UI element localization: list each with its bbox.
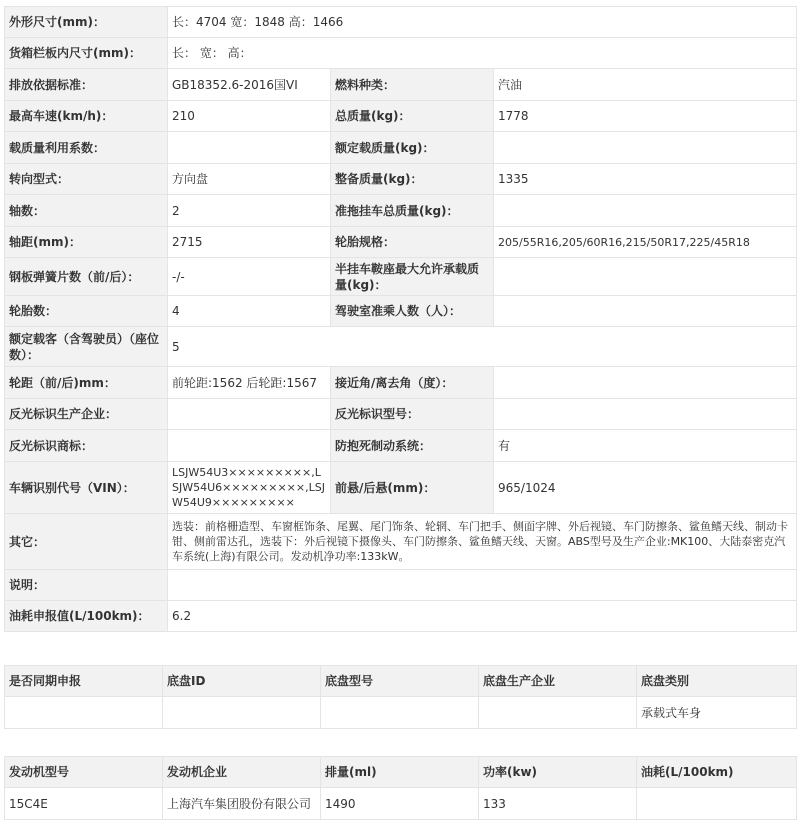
label-leaf-springs: 钢板弹簧片数（前/后）： — [5, 258, 168, 296]
label-curb-mass: 整备质量(kg)： — [331, 164, 494, 195]
chassis-data-row — [5, 697, 797, 729]
value-dimensions: 长：4704 宽：1848 高：1466 — [168, 7, 797, 38]
spec-row — [5, 258, 797, 296]
value-curb-mass: 1335 — [494, 164, 797, 195]
label-reflector-maker: 反光标识生产企业： — [5, 399, 168, 430]
value-rated-load — [494, 132, 797, 164]
spec-row — [5, 132, 797, 164]
spec-row-note — [5, 570, 797, 601]
cell-chassis-type: 承载式车身 — [637, 697, 797, 729]
value-other: 选装：前格栅造型、车窗框饰条、尾翼、尾门饰条、轮辋、车门把手、侧面字牌、外后视镜、车门防擦条、鲨鱼鳍天线、制动卡钳、侧前雷达孔，选装下：外后视镜下摄像头、车门防擦条、鲨鱼鳍天线、天窗。ABS型号及生产企业:MK100、大陆泰密克汽车系统(上海)有限公司。发动机净功率:133kW。 — [168, 514, 797, 570]
header-fuel-consumption: 油耗(L/100km) — [637, 757, 797, 788]
spec-row — [5, 367, 797, 399]
cell-engine-fuel-consumption — [637, 788, 797, 820]
value-abs: 有 — [494, 430, 797, 462]
value-leaf-springs: -/- — [168, 258, 331, 296]
header-simultaneous: 是否同期申报 — [5, 666, 163, 697]
header-chassis-type: 底盘类别 — [637, 666, 797, 697]
label-max-speed: 最高车速(km/h)： — [5, 101, 168, 132]
spec-row — [5, 227, 797, 258]
label-tire-count: 轮胎数： — [5, 296, 168, 327]
value-steering: 方向盘 — [168, 164, 331, 195]
label-cab-occupants: 驾驶室准乘人数（人）： — [331, 296, 494, 327]
value-track: 前轮距:1562 后轮距:1567 — [168, 367, 331, 399]
value-note — [168, 570, 797, 601]
value-cargo-box: 长： 宽： 高： — [168, 38, 797, 69]
label-track: 轮距（前/后)mm： — [5, 367, 168, 399]
value-reflector-brand — [168, 430, 331, 462]
cell-displacement: 1490 — [321, 788, 479, 820]
value-approach-angle — [494, 367, 797, 399]
value-cab-occupants — [494, 296, 797, 327]
header-power: 功率(kw) — [479, 757, 637, 788]
spec-row — [5, 69, 797, 101]
label-other: 其它： — [5, 514, 168, 570]
value-tire-count: 4 — [168, 296, 331, 327]
value-saddle-load — [494, 258, 797, 296]
value-tire-spec: 205/55R16,205/60R16,215/50R17,225/45R18 — [494, 227, 797, 258]
label-wheelbase: 轴距(mm)： — [5, 227, 168, 258]
cell-power: 133 — [479, 788, 637, 820]
label-fuel-type: 燃料种类： — [331, 69, 494, 101]
cell-engine-model: 15C4E — [5, 788, 163, 820]
label-cargo-box: 货箱栏板内尺寸(mm)： — [5, 38, 168, 69]
label-steering: 转向型式： — [5, 164, 168, 195]
spec-row-fuel — [5, 601, 797, 632]
label-load-coefficient: 载质量利用系数： — [5, 132, 168, 164]
label-rated-passengers: 额定载客（含驾驶员）（座位数）： — [5, 327, 168, 367]
header-chassis-id: 底盘ID — [163, 666, 321, 697]
label-overhang: 前悬/后悬(mm)： — [331, 462, 494, 514]
value-wheelbase: 2715 — [168, 227, 331, 258]
spec-row — [5, 399, 797, 430]
engine-header-row — [5, 757, 797, 788]
spec-row-dimensions — [5, 7, 797, 38]
label-fuel-consumption: 油耗申报值(L/100km)： — [5, 601, 168, 632]
label-trailer-mass: 准拖挂车总质量(kg)： — [331, 195, 494, 227]
engine-table — [4, 756, 797, 820]
header-engine-maker: 发动机企业 — [163, 757, 321, 788]
spec-row — [5, 430, 797, 462]
label-reflector-brand: 反光标识商标： — [5, 430, 168, 462]
header-chassis-model: 底盘型号 — [321, 666, 479, 697]
label-dimensions: 外形尺寸(mm)： — [5, 7, 168, 38]
cell-chassis-maker — [479, 697, 637, 729]
vehicle-spec-table — [4, 6, 797, 632]
chassis-table — [4, 665, 797, 729]
spec-row — [5, 296, 797, 327]
cell-chassis-model — [321, 697, 479, 729]
value-rated-passengers: 5 — [168, 327, 797, 367]
value-overhang: 965/1024 — [494, 462, 797, 514]
value-axles: 2 — [168, 195, 331, 227]
cell-simultaneous — [5, 697, 163, 729]
spec-row-seats — [5, 327, 797, 367]
header-displacement: 排量(ml) — [321, 757, 479, 788]
spec-row — [5, 462, 797, 514]
spec-row — [5, 195, 797, 227]
cell-engine-maker: 上海汽车集团股份有限公司 — [163, 788, 321, 820]
chassis-header-row — [5, 666, 797, 697]
value-trailer-mass — [494, 195, 797, 227]
value-reflector-model — [494, 399, 797, 430]
cell-chassis-id — [163, 697, 321, 729]
label-emission-standard: 排放依据标准： — [5, 69, 168, 101]
value-fuel-consumption: 6.2 — [168, 601, 797, 632]
value-gross-mass: 1778 — [494, 101, 797, 132]
label-axles: 轴数： — [5, 195, 168, 227]
label-reflector-model: 反光标识型号： — [331, 399, 494, 430]
spec-row-other — [5, 514, 797, 570]
spec-row — [5, 101, 797, 132]
label-tire-spec: 轮胎规格： — [331, 227, 494, 258]
label-note: 说明： — [5, 570, 168, 601]
value-emission-standard: GB18352.6-2016国VI — [168, 69, 331, 101]
value-load-coefficient — [168, 132, 331, 164]
value-fuel-type: 汽油 — [494, 69, 797, 101]
label-approach-angle: 接近角/离去角（度）： — [331, 367, 494, 399]
header-chassis-maker: 底盘生产企业 — [479, 666, 637, 697]
value-max-speed: 210 — [168, 101, 331, 132]
header-engine-model: 发动机型号 — [5, 757, 163, 788]
label-saddle-load: 半挂车鞍座最大允许承载质量(kg)： — [331, 258, 494, 296]
label-gross-mass: 总质量(kg)： — [331, 101, 494, 132]
spec-row — [5, 164, 797, 195]
spec-row-cargo-box — [5, 38, 797, 69]
label-rated-load: 额定载质量(kg)： — [331, 132, 494, 164]
engine-data-row — [5, 788, 797, 820]
value-vin: LSJW54U3×××××××××,LSJW54U6×××××××××,LSJW54U9××××××××× — [168, 462, 331, 514]
label-abs: 防抱死制动系统： — [331, 430, 494, 462]
value-reflector-maker — [168, 399, 331, 430]
label-vin: 车辆识别代号（VIN）： — [5, 462, 168, 514]
